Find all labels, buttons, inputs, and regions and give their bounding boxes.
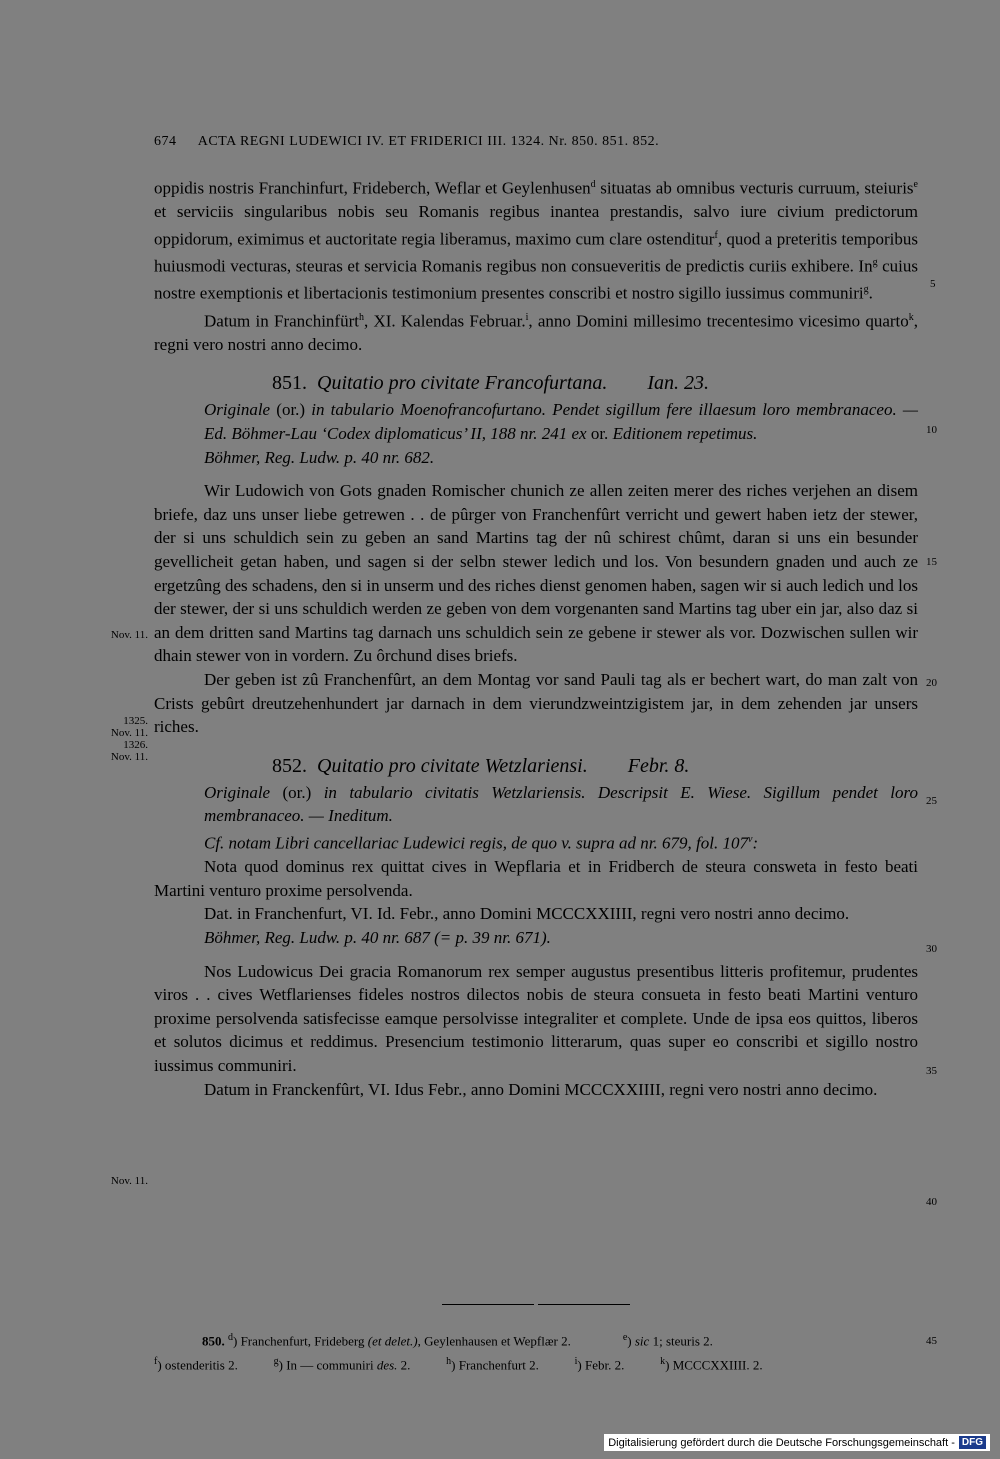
line-number-25: 25 <box>926 795 937 807</box>
doc852-dat: Dat. in Franchenfurt, VI. Id. Febr., anno Domini MCCCXXIIII, regni vero nostri anno decimo. <box>204 904 850 924</box>
line-number-15: 15 <box>926 556 937 568</box>
footnote-rule <box>442 1304 534 1305</box>
dfg-funding-notice <box>604 1434 990 1451</box>
doc852-nota: Nota quod dominus rex quittat cives in Wepflaria et in Fridberch de steura consweta in festo beati Martini venturo proxime persolvenda. <box>154 857 918 900</box>
main-text <box>154 173 918 1101</box>
margin-year-1326: 1326. <box>123 739 148 751</box>
running-title: ACTA REGNI LUDEWICI IV. ET FRIDERICI III. 1324. Nr. 850. 851. 852. <box>197 134 660 149</box>
doc852-regest: Böhmer, Reg. Ludw. p. 40 nr. 687 (= p. 39 nr. 671). <box>204 927 551 947</box>
line-number-10: 10 <box>926 424 937 436</box>
margin-year-1325: 1325. <box>123 715 148 727</box>
doc852-cf: Cf. notam Libri cancellariac Ludewici regis, de quo v. supra ad nr. 679, fol. 107$^v$: <box>204 833 759 853</box>
doc852-title: 852. Quitatio pro civitate Wetzlariensi. Febr. 8. <box>272 754 690 777</box>
doc852-source: Originale (or.) in tabulario civitatis Wetzlariensis. Descripsit E. Wiese. Sigillum pendet loro membranaceo. — Ineditum. <box>204 782 918 826</box>
footnote-line: $^f$) ostenderitis 2. $^g$) In — communiri des. 2. $^h$) Franchenfurt 2. $^i$) Febr. 2. $^k$) MCCCXXIIII. 2. <box>154 1356 763 1373</box>
footnote-line: 850. $^d$) Franchenfurt, Frideberg (et delet.), Geylenhausen et Wepflær 2. $^e$) sic 1; steuris 2. <box>202 1332 713 1349</box>
line-number-20: 20 <box>926 677 937 689</box>
margin-date-nov11: Nov. 11. <box>110 629 148 641</box>
footnote-rule <box>538 1304 630 1305</box>
running-header <box>154 134 854 150</box>
doc851-source: Originale (or.) in tabulario Moenofrancofurtano. Pendet sigillum fere illaesum loro membranaceo. — Ed. Böhmer-Lau ‘Codex diplomaticus’ II, 188 nr. 241 ex or. Editionem repetimus. <box>204 400 919 444</box>
line-number-40: 40 <box>926 1196 937 1208</box>
margin-date-nov11: Nov. 11. <box>110 751 148 763</box>
line-number-30: 30 <box>926 943 937 955</box>
page-number: 674 <box>154 134 177 149</box>
doc851-body: Wir Ludowich von Gots gnaden Romischer chunich ze allen zeiten merer des riches verjehen an disem briefe, daz uns unser liebe getrewen . . de pûrger von Franchenfûrt verricht und gewert haben ietz der stewer, der si uns schuldich sein zu geben an sand Martins tag der nû schirest chûmt, daran si uns ein besunder gevellicheit getan haben, und sagen si der selbn stewer ledich und los. Von besundern gnaden und auch ze ergetzûng des schadens, den si in unserm und des riches dienst genomen haben, sagen wir si auch ledich und los der stewer, der si uns schuldich werden ze geben von dem vorgenanten sand Martins tag uber ein jar, also daz si an dem dritten sand Martins tag darnach uns schuldich sein ze gebene ir stewer als vor. Dozwischen sullen wir dhain stewer von in vordern. Zu ôrchund dises briefs. <box>154 481 918 666</box>
doc852-datum: Datum in Franckenfûrt, VI. Idus Febr., anno Domini MCCCXXIIII, regni vero nostri anno decimo. <box>204 1079 878 1099</box>
dfg-notice-text: Digitalisierung gefördert durch die Deutsche Forschungsgemeinschaft - <box>608 1436 955 1449</box>
margin-date-nov11: Nov. 11. <box>110 1175 148 1187</box>
line-number-35: 35 <box>926 1065 937 1077</box>
doc852-body: Nos Ludowicus Dei gracia Romanorum rex semper augustus presentibus litteris profitemur, prudentes viros . . cives Wetflarienses fideles nostros dilectos nobis de steura consueta in festo beati Martini venturo proxime persolvenda satisfecisse eamque persolvisse integraliter et complete. Unde de ipsa eos quittos, liberos et solutos dicimus et reddimus. Presencium testimonio litterarum, quas super eo conscribi et sigillo nostro iussimus communiri. <box>154 961 918 1075</box>
margin-date-nov11: Nov. 11. <box>110 727 148 739</box>
footnotes <box>154 1327 918 1376</box>
doc851-regest: Böhmer, Reg. Ludw. p. 40 nr. 682. <box>204 447 435 467</box>
doc850-body: oppidis nostris Franchinfurt, Frideberch, Weflar et Geylenhusen$^d$ situatas ab omnibus vecturis curruum, steiuris$^e$ et serviciis singularibus nobis seu Romanis regibus inantea prestandis, salvo iure civium predictorum oppidorum, eximimus et auctoritate regia liberamus, maximo cum clare ostenditur$^f$, quod a preteritis temporibus huiusmodi vecturas, steuras et servicia Romanis regibus non consueveritis de predictis curiis exhibere. In$^g$ cuius nostre exemptionis et libertacionis testimonium presentes conscribi et nostro sigillo iussimus communiri$^g$. <box>154 178 919 303</box>
line-number-5: 5 <box>930 278 936 290</box>
doc851-datum: Der geben ist zû Franchenfûrt, an dem Montag vor sand Pauli tag als er bechert wart, do man zalt von Crists gebûrt dreutzehenhundert jar darnach in dem vierundzweintzigistem jar, in dem zehenden jar unsers riches. <box>154 669 918 737</box>
doc850-datum: Datum in Franchinfürt$^h$, XI. Kalendas Februar.$^i$, anno Domini millesimo trecentesimo vicesimo quarto$^k$, regni vero nostri anno decimo. <box>154 311 919 354</box>
doc851-title: 851. Quitatio pro civitate Francofurtana. Ian. 23. <box>272 372 710 395</box>
dfg-logo: DFG <box>959 1436 986 1449</box>
line-number-45: 45 <box>926 1335 937 1347</box>
